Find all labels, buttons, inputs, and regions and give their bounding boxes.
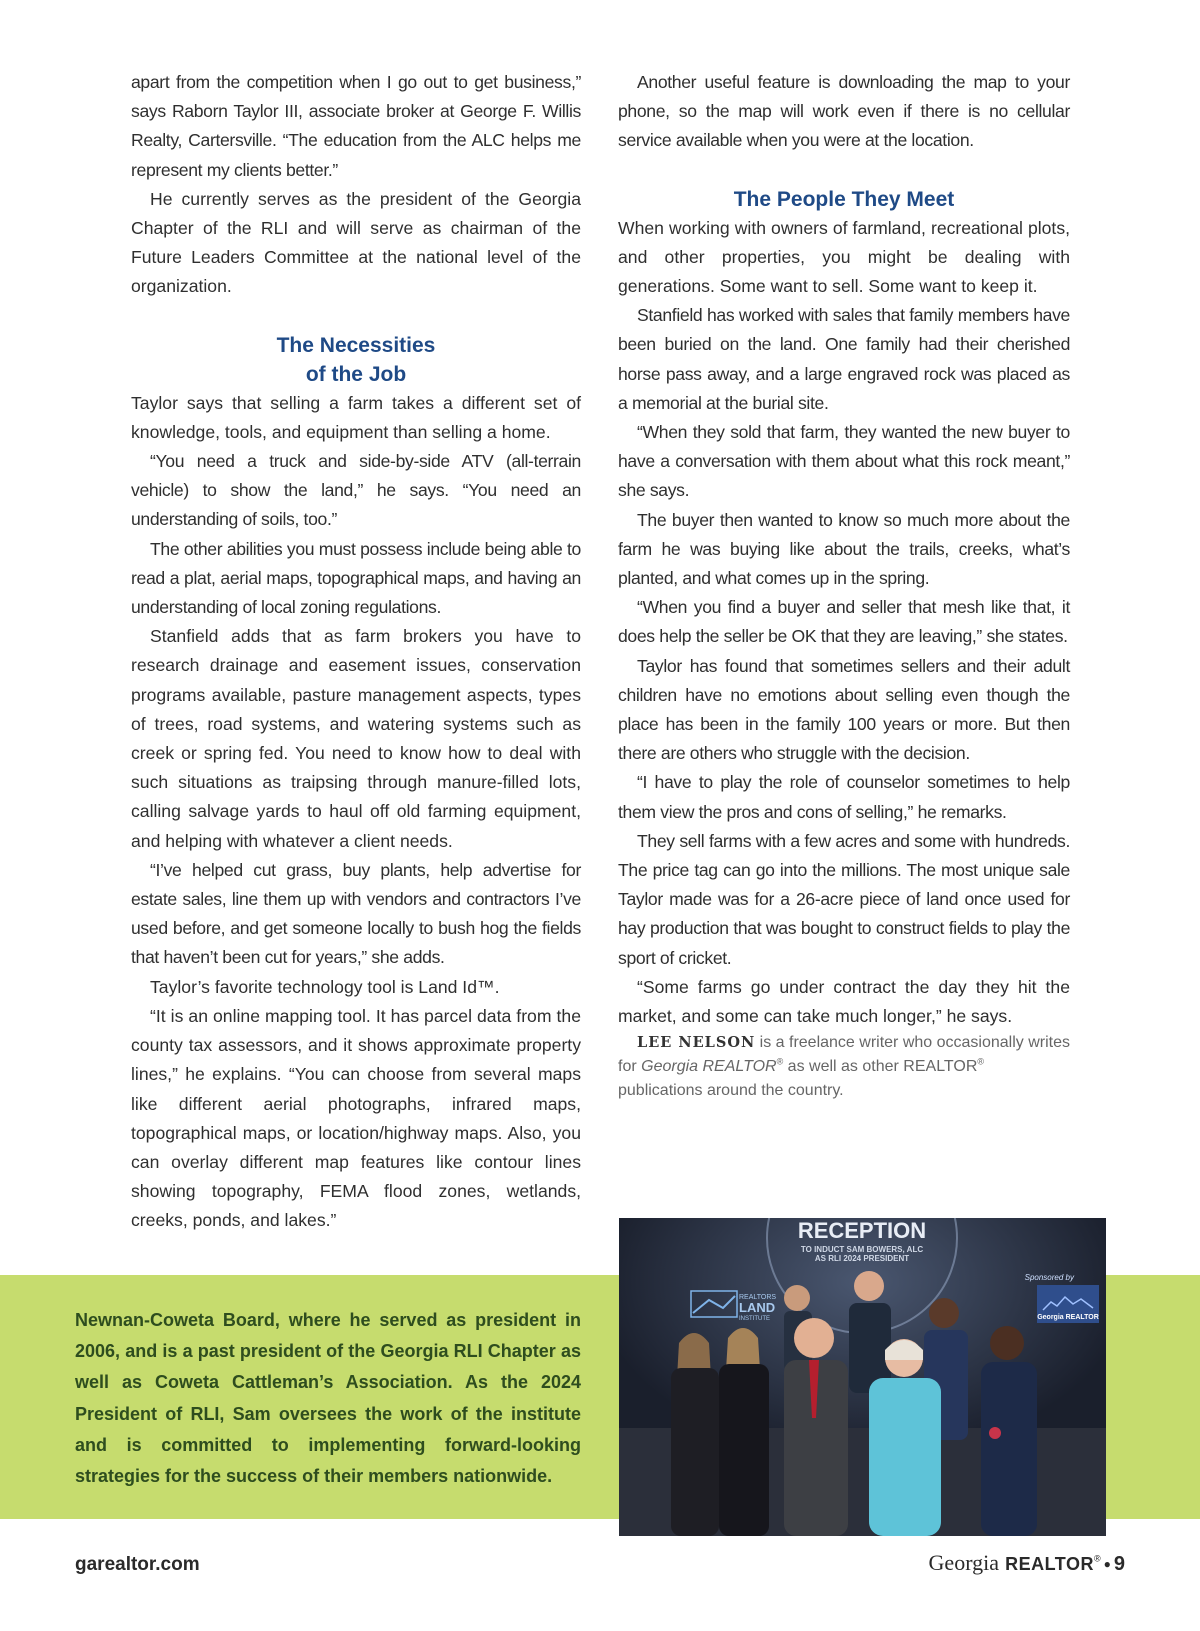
paragraph: The buyer then wanted to know so much more about the farm he was buying like about the trails, creeks, what’s planted, and what comes up in the spring. [618, 509, 1070, 589]
right-column [618, 68, 1070, 1103]
bullet-separator: ● [1103, 1557, 1111, 1572]
logo-text: REALTORS [739, 1294, 777, 1301]
paragraph: “I’ve helped cut grass, buy plants, help advertise for estate sales, line them up with vendors and contractors I’ve used before, and get someone locally to bush hog the fields that haven’t been cut for years,” she adds. [131, 859, 581, 968]
bio-text: as well as other REALTOR [783, 1058, 978, 1076]
paragraph: “You need a truck and side-by-side ATV (all-terrain vehicle) to show the land,” he says. “You need an understanding of soils, too.” [131, 451, 581, 530]
paragraph: The other abilities you must possess include being able to read a plat, aerial maps, topographical maps, and having an understanding of local zoning regulations. [131, 538, 581, 618]
paragraph: Taylor says that selling a farm takes a different set of knowledge, tools, and equipment than selling a home. [131, 392, 581, 442]
paragraph: He currently serves as the president of the Georgia Chapter of the RLI and will serve as chairman of the Future Leaders Committee at the national level of the organization. [131, 188, 581, 297]
registered-mark: ® [977, 1056, 985, 1067]
section-heading-line: of the Job [305, 362, 407, 386]
author-name: LEE NELSON [637, 1034, 756, 1052]
registered-mark: ® [776, 1056, 784, 1067]
sponsor-logo-text: Georgia REALTOR [1037, 1314, 1099, 1321]
logo-text: LAND [739, 1300, 776, 1315]
paragraph: “It is an online mapping tool. It has parcel data from the county tax assessors, and it shows approximate property lines,” he explains. “You can choose from several maps like different aerial photographs, infrared maps, topographical maps, or location/highway maps. Also, you can overlay different map features like contour lines showing topography, FEMA flood zones, wetlands, creeks, ponds, and lakes.” [131, 1005, 581, 1231]
paragraph: apart from the competition when I go out to get business,” says Raborn Taylor III, associate broker at George F. Willis Realty, Cartersville. “The education from the ALC helps me represent my clients better.” [131, 72, 581, 180]
banner-subtitle: TO INDUCT SAM BOWERS, ALC [800, 1245, 924, 1254]
paragraph: They sell farms with a few acres and some with hundreds. The price tag can go into the millions. The most unique sale Taylor made was for a 26-acre piece of land once used for hay production that was bought to construct fields to play the sport of cricket. [618, 830, 1070, 968]
paragraph: When working with owners of farmland, recreational plots, and other properties, you might be dealing with generations. Some want to sell. Some want to keep it. [618, 217, 1070, 297]
banner-title: RECEPTION [797, 1218, 927, 1243]
brand-georgia: Georgia [928, 1550, 1000, 1575]
event-photo-illustration [619, 1218, 1106, 1536]
paragraph: “When they sold that farm, they wanted the new buyer to have a conversation with them about what this rock meant,” she says. [618, 422, 1070, 501]
bio-text: is a freelance writer who occasionally writes for [618, 1034, 1071, 1076]
paragraph: Taylor’s favorite technology tool is Land Id™. [150, 976, 500, 997]
brand-realtor: REALTOR [1005, 1554, 1094, 1574]
paragraph: Another useful feature is downloading the map to your phone, so the map will work even if there is no cellular service available when you were at the location. [618, 72, 1070, 151]
left-column [131, 68, 581, 1236]
publication-name: Georgia REALTOR [641, 1058, 777, 1076]
paragraph: Stanfield has worked with sales that family members have been buried on the land. One family had their cherished horse pass away, and a large engraved rock was placed as a memorial at the burial site. [618, 305, 1070, 413]
banner-subtitle: AS RLI 2024 PRESIDENT [814, 1254, 910, 1263]
section-heading-line: The Necessities [276, 333, 436, 357]
author-bio [618, 1031, 1070, 1103]
paragraph: Taylor has found that sometimes sellers and their adult children have no emotions about selling even though the place has been in the family 100 years or more. But then there are others who struggle with the decision. [618, 655, 1070, 764]
event-photo [619, 1218, 1106, 1536]
page-number: 9 [1113, 1553, 1125, 1575]
bio-text: publications around the country. [618, 1082, 844, 1100]
paragraph: “When you find a buyer and seller that mesh like that, it does help the seller be OK that they are leaving,” she states. [618, 597, 1070, 647]
registered-mark: ® [1093, 1553, 1101, 1564]
footer-brand [929, 1550, 1125, 1576]
paragraph: “I have to play the role of counselor sometimes to help them view the pros and cons of selling,” he remarks. [618, 772, 1070, 822]
logo-text: INSTITUTE [739, 1316, 770, 1322]
sponsor-label: Sponsored by [1024, 1273, 1074, 1282]
section-heading: The People They Meet [733, 187, 955, 211]
paragraph: “Some farms go under contract the day they hit the market, and some can take much longer,” he says. [618, 976, 1070, 1027]
section-heading [131, 331, 581, 389]
footer-website: garealtor.com [75, 1554, 200, 1575]
callout-text: Newnan-Coweta Board, where he served as president in 2006, and is a past president of the Georgia RLI Chapter as well as Coweta Cattleman’s Association. As the 2024 President of RLI, Sam oversees the work of the institute and is committed to implementing forward-looking strategies for the success of their members nationwide. [75, 1310, 581, 1487]
paragraph: Stanfield adds that as farm brokers you have to research drainage and easement issues, conservation programs available, pasture management aspects, types of trees, road systems, and watering systems such as creek or spring fed. You need to know how to deal with such situations as traipsing through manure-filled lots, calling salvage yards to haul off old farming equipment, and helping with whatever a client needs. [131, 626, 581, 851]
